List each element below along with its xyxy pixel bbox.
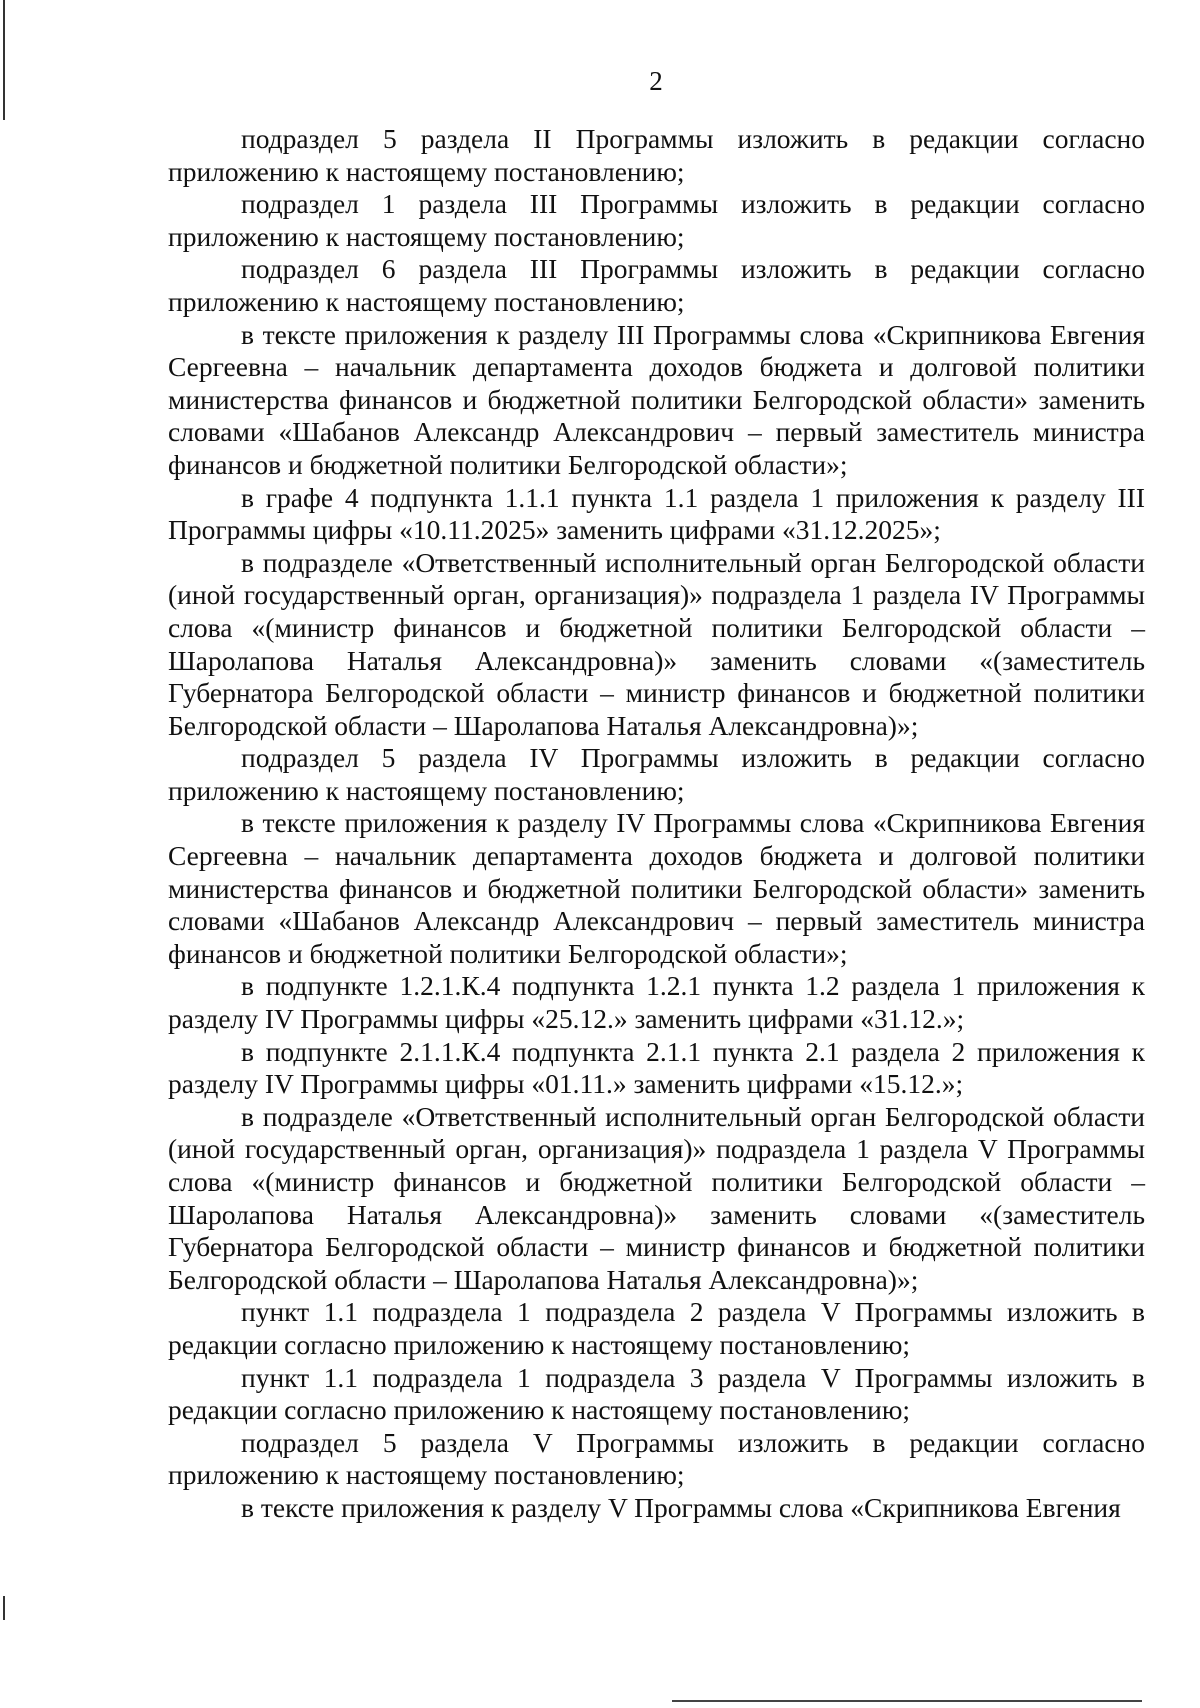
- paragraph: подраздел 5 раздела V Программы изложить в редакции согласно приложению к настоящему постановлению;: [168, 1426, 1145, 1491]
- paragraph: в тексте приложения к разделу V Программы слова «Скрипникова Евгения: [241, 1491, 1121, 1523]
- paragraph: подраздел 1 раздела III Программы изложить в редакции согласно приложению к настоящему постановлению;: [168, 188, 1145, 252]
- paragraph: пункт 1.1 подраздела 1 подраздела 2 раздела V Программы изложить в редакции согласно приложению к настоящему постановлению;: [168, 1296, 1145, 1360]
- paragraph: пункт 1.1 подраздела 1 подраздела 3 раздела V Программы изложить в редакции согласно приложению к настоящему постановлению;: [168, 1361, 1145, 1426]
- paragraph: в подпункте 2.1.1.К.4 подпункта 2.1.1 пункта 2.1 раздела 2 приложения к разделу IV Программы цифры «01.11.» заменить цифрами «15.12.»;: [168, 1035, 1145, 1100]
- paragraph: подраздел 5 раздела IV Программы изложить в редакции согласно приложению к настоящему постановлению;: [168, 742, 1145, 806]
- paragraph: в тексте приложения к разделу IV Программы слова «Скрипникова Евгения Сергеевна – начальник департамента доходов бюджета и долговой политики министерства финансов и бюджетной политики Белгородской области» заменить словами «Шабанов Александр Александрович – первый заместитель министра финансов и бюджетной политики Белгородской области»;: [168, 807, 1145, 969]
- document-body: [168, 123, 1145, 1525]
- paragraph: в подразделе «Ответственный исполнительный орган Белгородской области (иной государственный орган, организация)» подраздела 1 раздела IV Программы слова «(министр финансов и бюджетной политики Белгородской области – Шаролапова Наталья Александровна)» заменить словами «(заместитель Губернатора Белгородской области – министр финансов и бюджетной политики Белгородской области – Шаролапова Наталья Александровна)»;: [168, 546, 1145, 741]
- paragraph: в подразделе «Ответственный исполнительный орган Белгородской области (иной государственный орган, организация)» подраздела 1 раздела V Программы слова «(министр финансов и бюджетной политики Белгородской области – Шаролапова Наталья Александровна)» заменить словами «(заместитель Губернатора Белгородской области – министр финансов и бюджетной политики Белгородской области – Шаролапова Наталья Александровна)»;: [168, 1100, 1145, 1295]
- scan-bottom-mark: [672, 1700, 1142, 1702]
- scan-edge-mark: [3, 0, 5, 120]
- paragraph: в тексте приложения к разделу III Программы слова «Скрипникова Евгения Сергеевна – начальник департамента доходов бюджета и долговой политики министерства финансов и бюджетной политики Белгородской области» заменить словами «Шабанов Александр Александрович – первый заместитель министра финансов и бюджетной политики Белгородской области»;: [168, 318, 1145, 480]
- page-number: 2: [649, 66, 663, 96]
- paragraph: подраздел 6 раздела III Программы изложить в редакции согласно приложению к настоящему постановлению;: [168, 253, 1145, 317]
- scan-edge-mark: [3, 1596, 5, 1620]
- paragraph: в графе 4 подпункта 1.1.1 пункта 1.1 раздела 1 приложения к разделу III Программы цифры «10.11.2025» заменить цифрами «31.12.2025»;: [168, 481, 1145, 546]
- paragraph: в подпункте 1.2.1.К.4 подпункта 1.2.1 пункта 1.2 раздела 1 приложения к разделу IV Программы цифры «25.12.» заменить цифрами «31.12.»;: [168, 970, 1145, 1035]
- paragraph: подраздел 5 раздела II Программы изложить в редакции согласно приложению к настоящему постановлению;: [168, 123, 1145, 187]
